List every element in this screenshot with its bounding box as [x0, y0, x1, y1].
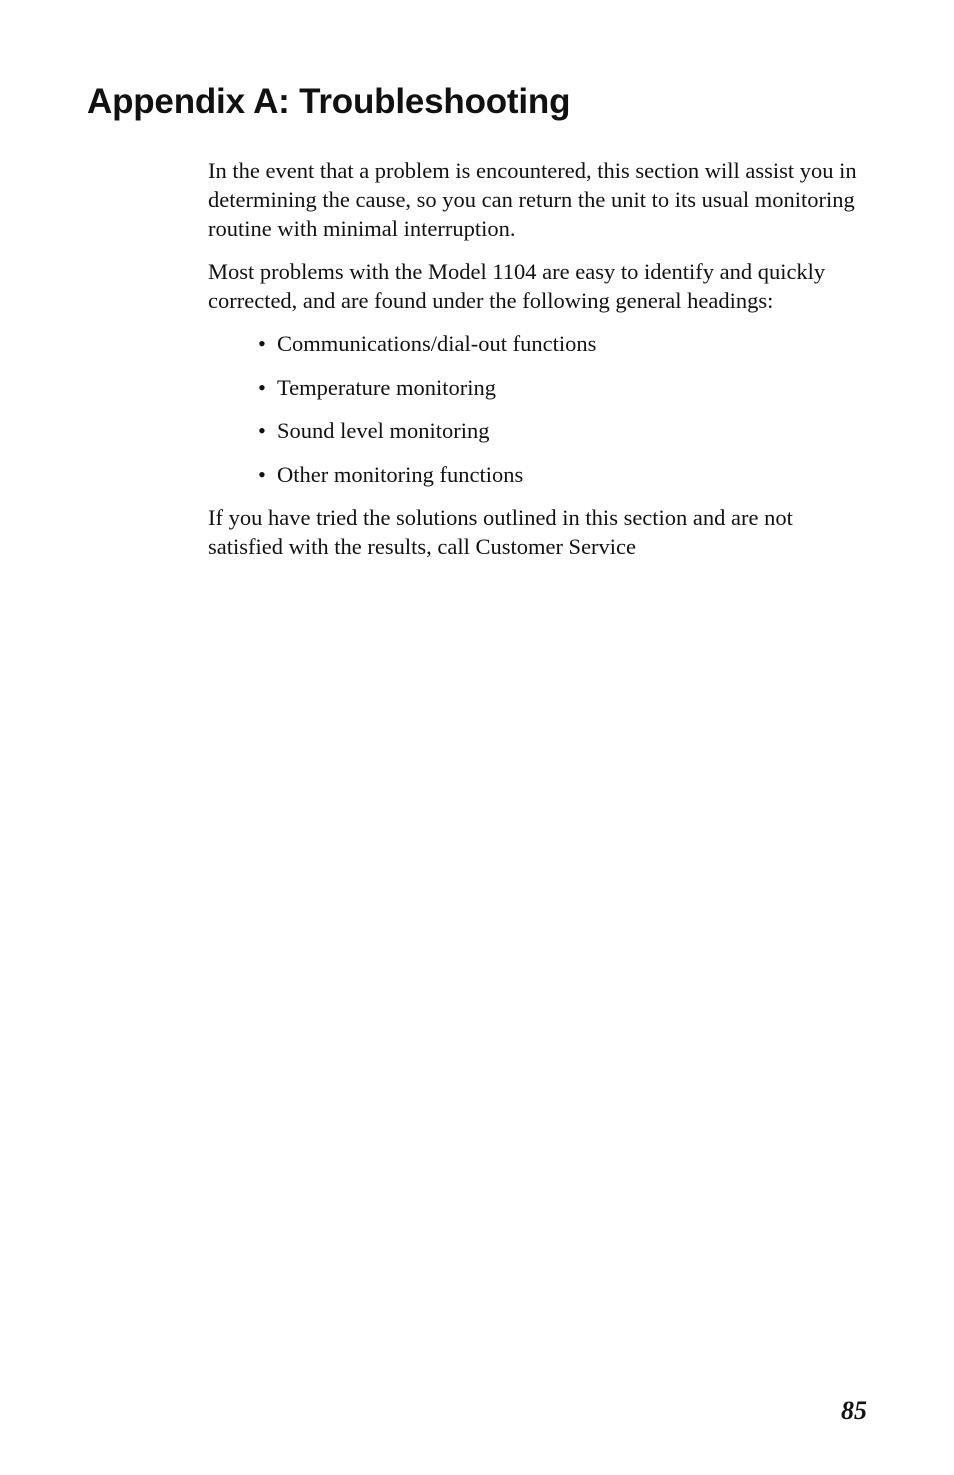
body-text [208, 156, 868, 575]
list-item [258, 416, 868, 445]
list-item-text: Sound level monitoring [277, 418, 490, 443]
list-item [258, 373, 868, 402]
list-item [258, 460, 868, 489]
list-item-text: Other monitoring functions [277, 461, 524, 487]
bullet-icon: • [258, 418, 266, 443]
customer-service-paragraph: If you have tried the solutions outlined in this section and are not satisfied with the results, call Customer Service [208, 505, 793, 559]
list-item-text: Communications/dial-out functions [277, 331, 597, 356]
bullet-icon: • [258, 374, 266, 400]
problems-paragraph: Most problems with the Model 1104 are easy to identify and quickly corrected, and are found under the following general headings: [208, 259, 826, 313]
page-number: 85 [841, 1396, 867, 1425]
list-item-text: Temperature monitoring [277, 374, 496, 400]
bullet-icon: • [258, 461, 266, 487]
headings-list [208, 329, 868, 489]
bullet-icon: • [258, 331, 266, 356]
list-item [258, 329, 868, 358]
intro-paragraph: In the event that a problem is encountered, this section will assist you in determining the cause, so you can return the unit to its usual monitoring routine with minimal interruption. [208, 158, 857, 241]
appendix-heading: Appendix A: Troubleshooting [87, 82, 571, 121]
